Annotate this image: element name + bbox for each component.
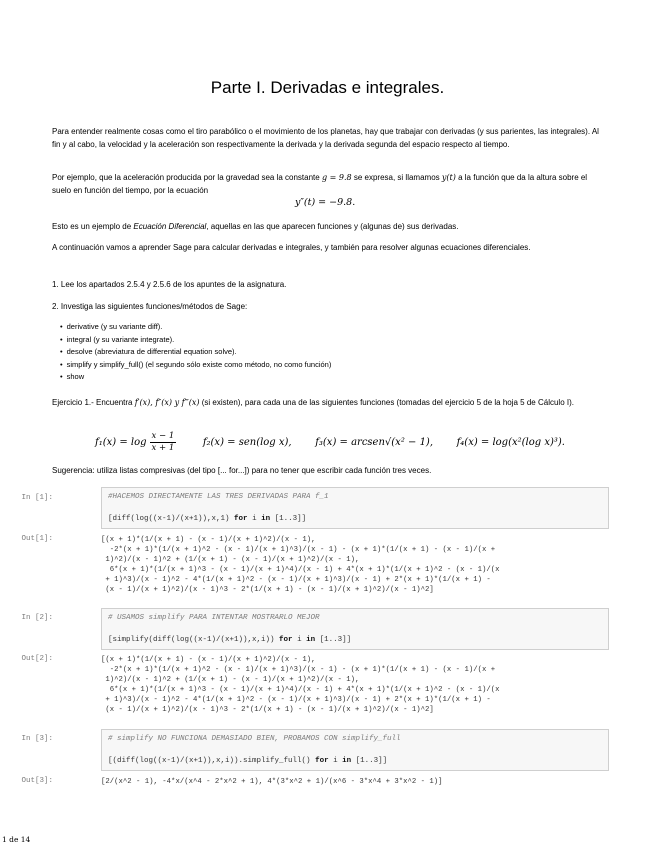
step-2: 2. Investiga las siguientes funciones/métodos de Sage: <box>52 302 248 311</box>
code-range: [1..3]] <box>319 636 352 644</box>
function-f4: f₄(x) = log(x²(log x)³). <box>456 437 565 448</box>
page-number: 1 de 14 <box>2 835 31 844</box>
code-cell-3[interactable] <box>101 729 609 771</box>
in-prompt: In [3]: <box>21 735 53 743</box>
code-range: [1..3]] <box>274 515 307 523</box>
code-line <box>108 515 306 523</box>
code-var: i <box>297 636 302 644</box>
code-comment: # simplify NO FUNCIONA DEMASIADO BIEN, PROBAMOS CON simplify_full <box>108 735 401 743</box>
intro-paragraph-4: A continuación vamos a aprender Sage para calcular derivadas e integrales, y también para resolver algunas ecuaciones diferenciales. <box>52 243 531 252</box>
f1-lhs: f₁(x) = log <box>95 437 147 448</box>
output-cell-3: [2/(x^2 - 1), -4*x/(x^4 - 2*x^2 + 1), 4*(3*x^2 + 1)/(x^6 - 3*x^4 + 3*x^2 - 1)] <box>101 778 443 786</box>
output-cell-1: [(x + 1)*(1/(x + 1) - (x - 1)/(x + 1)^2)/(x - 1), -2*(x + 1)*(1/(x + 1)^2 - (x - 1)/(x + 1)^3)/(x - 1) - (x + 1)*(1/(x + 1) - (x - 1)/(x + 1)^2)/(x - 1)^2 + (1/(x + 1) - (x - 1)/(x + 1)^2)/(x - 1), 6*(x + 1)*(1/(x + 1)^3 - (x - 1)/(x + 1)^4)/(x - 1) + 4*(x + 1)*(1/(x + 1)^2 - (x - 1)/(x + 1)^3)/(x - 1)^2 - 4*(1/(x + 1)^2 - (x - 1)/(x + 1)^3)/(x - 1) + 2*(x + 1)*(1/(x + 1) - (x - 1)/(x + 1)^2)/(x - 1)^3 - 2*(1/(x + 1) - (x - 1)/(x + 1)^2)/(x - 1)^2] <box>101 536 500 594</box>
method-item: • integral (y su variante integrate). <box>60 334 590 347</box>
intro-paragraph-3 <box>52 220 600 233</box>
exercise-functions <box>95 431 565 454</box>
step-1: 1. Lee los apartados 2.5.4 y 2.5.6 de los apuntes de la asignatura. <box>52 280 287 289</box>
code-var: i <box>252 515 257 523</box>
gravity-constant: g = 9.8 <box>321 173 352 182</box>
function-f2: f₂(x) = sen(log x), <box>202 437 292 448</box>
function-f3: f₃(x) = arcsen√(x² − 1), <box>315 437 434 448</box>
exercise-1-statement <box>52 396 600 409</box>
out-prompt: Out[1]: <box>21 535 53 543</box>
keyword-in: in <box>342 757 352 765</box>
code-var: i <box>333 757 338 765</box>
keyword-in: in <box>261 515 271 523</box>
keyword-for: for <box>234 515 248 523</box>
output-cell-2: [(x + 1)*(1/(x + 1) - (x - 1)/(x + 1)^2)/(x - 1), -2*(x + 1)*(1/(x + 1)^2 - (x - 1)/(x + 1)^3)/(x - 1) - (x + 1)*(1/(x + 1) - (x - 1)/(x + 1)^2)/(x - 1)^2 + (1/(x + 1) - (x - 1)/(x + 1)^2)/(x - 1), 6*(x + 1)*(1/(x + 1)^3 - (x - 1)/(x + 1)^4)/(x - 1) + 4*(x + 1)*(1/(x + 1)^2 - (x - 1)/(x + 1)^3)/(x - 1)^2 - 4*(1/(x + 1)^2 - (x - 1)/(x + 1)^3)/(x - 1) + 2*(x + 1)*(1/(x + 1) - (x - 1)/(x + 1)^2)/(x - 1)^3 - 2*(1/(x + 1) - (x - 1)/(x + 1)^2)/(x - 1)^2] <box>101 656 500 714</box>
intro-paragraph-2 <box>52 171 600 197</box>
f1-denominator: x + 1 <box>151 443 175 453</box>
keyword-for: for <box>279 636 293 644</box>
intro-p2-text-c: a la función que da la altura sobre el suelo en función del tiempo, por la ecuación <box>52 173 588 195</box>
intro-paragraph-1: Para entender realmente cosas como el tiro parabólico o el movimiento de los planetas, hay que trabajar con derivadas (y sus parientes, las integrales). Al fin y al cabo, la velocidad y la aceleración son respectivamente la derivada y la derivada segunda del espacio respecto al tiempo. <box>52 127 599 149</box>
code-comment: #HACEMOS DIRECTAMENTE LAS TRES DERIVADAS PARA f_1 <box>108 493 329 501</box>
out-prompt: Out[2]: <box>21 655 53 663</box>
keyword-in: in <box>306 636 316 644</box>
exercise-text-b: (si existen), para cada una de las siguientes funciones (tomadas del ejercicio 5 de la hoja 5 de Cálculo I). <box>201 398 574 407</box>
code-cell-1[interactable] <box>101 487 609 529</box>
in-prompt: In [2]: <box>21 614 53 622</box>
code-expr: [(diff(log((x-1)/(x+1)),x,i)).simplify_full() <box>108 757 311 765</box>
method-item: • desolve (abreviatura de differential equation solve). <box>60 346 590 359</box>
intro-p2-text-b: se expresa, si llamamos <box>353 173 440 182</box>
code-range: [1..3]] <box>355 757 388 765</box>
intro-p2-text-a: Por ejemplo, que la aceleración producida por la gravedad sea la constante <box>52 173 320 182</box>
intro-p3-emphasis: Ecuación Diferencial <box>133 222 207 231</box>
height-function: y(t) <box>441 173 456 182</box>
code-expr: [diff(log((x-1)/(x+1)),x,1) <box>108 515 230 523</box>
code-line <box>108 757 387 765</box>
method-item: • derivative (y su variante diff). <box>60 321 590 334</box>
hint-paragraph: Sugerencia: utiliza listas compresivas (del tipo [... for...]) para no tener que escribir cada función tres veces. <box>52 466 432 475</box>
f1-fraction <box>150 431 177 454</box>
code-expr: [simplify(diff(log((x-1)/(x+1)),x,i)) <box>108 636 275 644</box>
code-comment: # USAMOS simplify PARA INTENTAR MOSTRARLO MEJOR <box>108 614 320 622</box>
differential-equation: y″(t) = −9.8. <box>295 197 356 208</box>
intro-p3-text-a: Esto es un ejemplo de <box>52 222 132 231</box>
page-title: Parte I. Derivadas e integrales. <box>210 78 445 97</box>
function-f1 <box>95 431 179 454</box>
in-prompt: In [1]: <box>21 494 53 502</box>
intro-p3-text-b: , aquellas en las que aparecen funciones y (algunas de) sus derivadas. <box>206 222 459 231</box>
f1-numerator: x − 1 <box>151 431 175 441</box>
keyword-for: for <box>315 757 329 765</box>
code-line <box>108 636 351 644</box>
method-item: • show <box>60 371 590 384</box>
sage-methods-list <box>60 321 590 384</box>
exercise-derivatives: f′(x), f″(x) y f‴(x) <box>134 398 200 407</box>
out-prompt: Out[3]: <box>21 777 53 785</box>
method-item: • simplify y simplify_full() (el segundo sólo existe como método, no como función) <box>60 359 590 372</box>
code-cell-2[interactable] <box>101 608 609 650</box>
exercise-text-a: Ejercicio 1.- Encuentra <box>52 398 133 407</box>
